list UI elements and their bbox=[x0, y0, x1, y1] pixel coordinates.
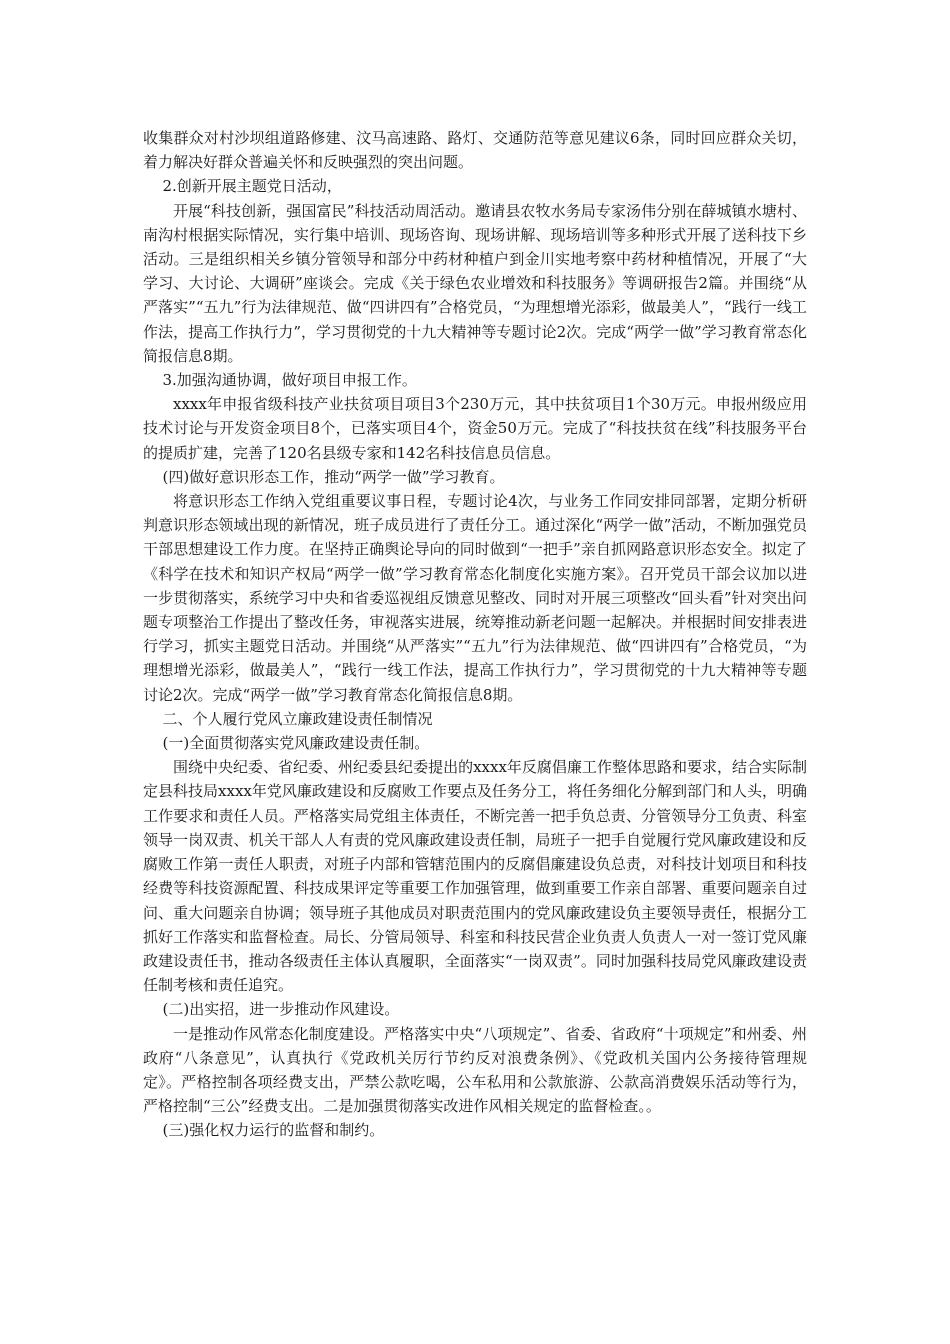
section-heading: (三)强化权力运行的监督和制约。 bbox=[162, 1121, 385, 1140]
section-heading: 2.创新开展主题党日活动， bbox=[162, 177, 342, 196]
paragraph: 收集群众对村沙坝组道路修建、汶马高速路、路灯、交通防范等意见建议6条，同时回应群众关切，着力解决好群众普遍关怀和反映强烈的突出问题。 bbox=[143, 129, 807, 172]
paragraph: 开展“科技创新，强国富民”科技活动周活动。邀请县农牧水务局专家汤伟分别在薛城镇水塘村、南沟村根据实际情况，实行集中培训、现场咨询、现场讲解、现场培训等多种形式开展了送科技下乡活动。三是组织相关乡镇分管领导和部分中药材种植户到金川实地考察中药材种植情况，开展了“大学习、大讨论、大调研”座谈会。完成《关于绿色农业增效和科技服务》等调研报告2篇。并围绕“从严落实”“五九”行为法律规范、做“四讲四有”合格党员，“为理想增光添彩，做最美人”，“践行一线工作法，提高工作执行力”，学习贯彻党的十九大精神等专题讨论2次。完成“两学一做”学习教育常态化简报信息8期。 bbox=[143, 201, 807, 365]
section-heading: 3.加强沟通协调，做好项目申报工作。 bbox=[162, 371, 417, 390]
section-heading: 二、个人履行党风立廉政建设责任制情况 bbox=[162, 709, 433, 728]
section-heading: (四)做好意识形态工作，推动“两学一做”学习教育。 bbox=[162, 467, 505, 486]
paragraph: 将意识形态工作纳入党组重要议事日程，专题讨论4次，与业务工作同安排同部署，定期分析研判意识形态领域出现的新情况，班子成员进行了责任分工。通过深化“两学一做”活动，不断加强党员干部思想建设工作力度。在坚持正确舆论导向的同时做到“一把手”亲自抓网路意识形态安全。拟定了《科学在技术和知识产权局“两学一做”学习教育常态化制度化实施方案》。召开党员干部会议加以进一步贯彻落实，系统学习中央和省委巡视组反馈意见整改、同时对开展三项整改“回头看”针对突出问题专项整治工作提出了整改任务，审视落实进展，统筹推动新老问题一起解决。并根据时间安排表进行学习，抓实主题党日活动。并围绕“从严落实”“五九”行为法律规范、做“四讲四有”合格党员，“为理想增光添彩，做最美人”，“践行一线工作法，提高工作执行力”，学习贯彻党的十九大精神等专题讨论2次。完成“两学一做”学习教育常态化简报信息8期。 bbox=[143, 492, 807, 704]
paragraph: 一是推动作风常态化制度建设。严格落实中央“八项规定”、省委、省政府“十项规定”和州委、州政府“八条意见”，认真执行《党政机关厉行节约反对浪费条例》、《党政机关国内公务接待管理规定》。严格控制各项经费支出，严禁公款吃喝，公车私用和公款旅游、公款高消费娱乐活动等行为，严格控制“三公”经费支出。二是加强贯彻落实改进作风相关规定的监督检查。。 bbox=[143, 1024, 807, 1116]
paragraph: 围绕中央纪委、省纪委、州纪委县纪委提出的xxxx年反腐倡廉工作整体思路和要求，结合实际制定县科技局xxxx年党风廉政建设和反腐败工作要点及任务分工，将任务细化分解到部门和人头，明确工作要求和责任人员。严格落实局党组主体责任，不断完善一把手负总责、分管领导分工负责、科室领导一岗双责、机关干部人人有责的党风廉政建设责任制，局班子一把手自觉履行党风廉政建设和反腐败工作第一责任人职责，对班子内部和管辖范围内的反腐倡廉建设负总责，对科技计划项目和科技经费等科技资源配置、科技成果评定等重要工作加强管理，做到重要工作亲自部署、重要问题亲自过问、重大问题亲自协调；领导班子其他成员对职责范围内的党风廉政建设负主要领导责任，根据分工抓好工作落实和监督检查。局长、分管局领导、科室和科技民营企业负责人负责人一对一签订党风廉政建设责任书，推动各级责任主体认真履职，全面落实“一岗双责”。同时加强科技局党风廉政建设责任制考核和责任追究。 bbox=[143, 758, 807, 995]
document-body bbox=[143, 126, 807, 1143]
paragraph: xxxx年申报省级科技产业扶贫项目项目3个230万元，其中扶贫项目1个30万元。申报州级应用技术讨论与开发资金项目8个，已落实项目4个，资金50万元。完成了“科技扶贫在线”科技服务平台的提质扩建，完善了120名县级专家和142名科技信息员信息。 bbox=[143, 395, 807, 462]
section-heading: (二)出实招，进一步推动作风建设。 bbox=[162, 1000, 400, 1019]
section-heading: (一)全面贯彻落实党风廉政建设责任制。 bbox=[162, 734, 430, 753]
